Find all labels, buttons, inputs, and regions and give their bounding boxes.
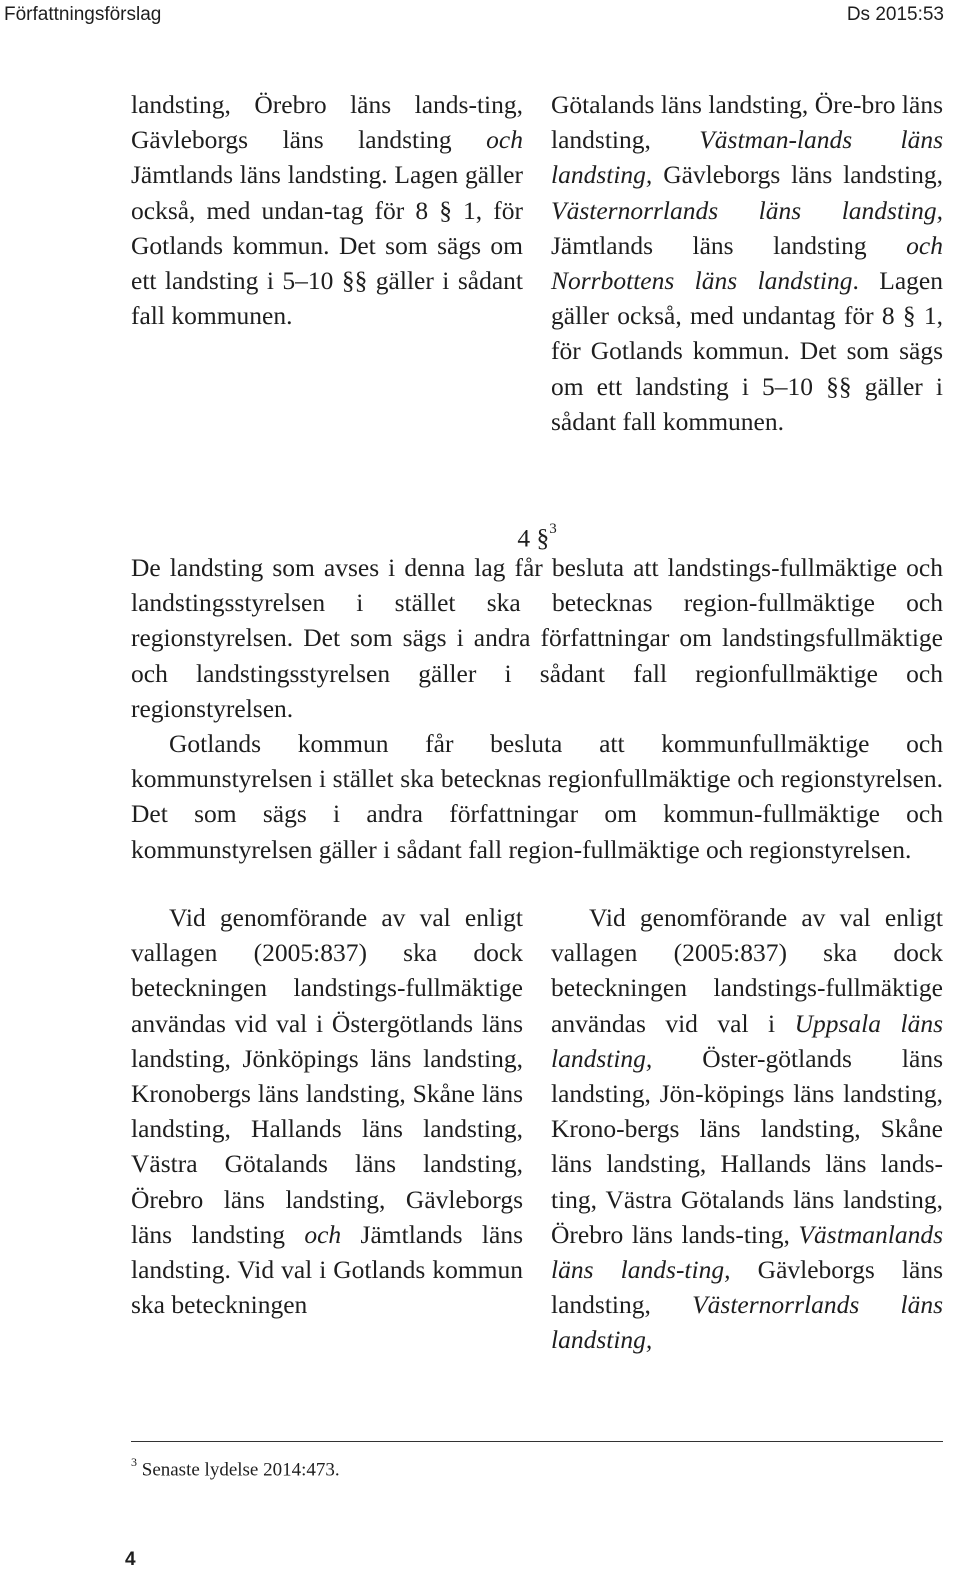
- text-run: Jämtlands läns landsting. Lagen gäller också, med undan-tag för 8 § 1, för Gotlands kommun. Det som sägs om ett landsting i 5–10 §§ gäller i sådant fall kommunen.: [131, 160, 523, 331]
- page-header: [0, 0, 960, 30]
- footnote: [131, 1452, 340, 1482]
- lower-right-column: [551, 900, 943, 1358]
- upper-left-column: [131, 87, 523, 333]
- text-run: Gävleborgs läns landsting,: [551, 1255, 943, 1320]
- text-run: Götalands läns landsting, Öre-bro läns landsting,: [551, 90, 943, 155]
- text-run: . Lagen gäller också, med undantag för 8 § 1, för Gotlands kommun. Det som sägs om ett landsting i 5–10 §§ gäller i sådant fall kommunen.: [551, 266, 944, 436]
- upper-right-paragraph: [551, 87, 943, 439]
- paragraph-first: De landsting som avses i denna lag får besluta att landstings-fullmäktige och landstingsstyrelsen i stället ska betecknas region-fullmäktige och regionstyrelsen. Det som sägs i andra författningar om landstingsfullmäktige och landstingsstyrelsen gäller i sådant fall regionfullmäktige och regionstyrelsen.: [131, 553, 943, 723]
- italic-text-run: Västmanlands läns lands-ting,: [551, 1219, 943, 1285]
- lower-right-paragraph: [551, 900, 943, 1358]
- italic-text-run: och Norrbottens läns landsting: [551, 230, 943, 296]
- page-number: 4: [125, 1549, 136, 1570]
- italic-text-run: Västernorrlands läns landsting,: [551, 195, 943, 225]
- text-run: Vid genomförande av val enligt vallagen (2005:837) ska dock beteckningen landstings-fullmäktige användas vid val i: [551, 903, 943, 1038]
- italic-text-run: Västernorrlands läns landsting,: [551, 1290, 943, 1355]
- text-run: landsting, Örebro läns lands-ting, Gävleborgs läns landsting: [131, 90, 523, 155]
- footnote-text: Senaste lydelse 2014:473.: [141, 1459, 340, 1481]
- upper-left-paragraph: [131, 87, 523, 333]
- full-width-text: [131, 550, 943, 867]
- italic-text-run: Uppsala läns landsting,: [551, 1008, 943, 1073]
- footnote-marker: 3: [131, 1455, 137, 1469]
- italic-text-run: och: [486, 125, 523, 155]
- italic-text-run: och: [304, 1219, 342, 1249]
- paragraph-second: Gotlands kommun får besluta att kommunfullmäktige och kommunstyrelsen i stället ska betecknas regionfullmäktige och regionstyrelsen. Det som sägs i andra författningar om kommun-fullmäktige och kommunstyrelsen gäller i sådant fall region-fullmäktige och regionstyrelsen.: [131, 729, 943, 864]
- text-run: Jämtlands läns landsting. Vid val i Gotlands kommun ska beteckningen: [131, 1219, 523, 1320]
- footnote-divider: [131, 1441, 943, 1442]
- text-run: Gävleborgs läns landsting,: [652, 160, 943, 190]
- upper-right-column: [551, 87, 943, 439]
- lower-left-paragraph: [131, 900, 523, 1322]
- footnote-reference: 3: [549, 521, 557, 537]
- lower-left-column: [131, 900, 523, 1322]
- text-run: Öster-götlands läns landsting, Jön-köpings läns landsting, Krono-bergs läns landsting, Skåne läns landsting, Hallands läns lands-ting, Västra Götalands läns landsting, Örebro läns lands-ting,: [551, 1043, 943, 1249]
- text-run: Vid genomförande av val enligt vallagen (2005:837) ska dock beteckningen landstings-fullmäktige användas vid val i Östergötlands läns landsting, Jönköpings läns landsting, Kronobergs läns landsting, Skåne läns landsting, Hallands läns landsting, Västra Götalands läns landsting, Örebro läns landsting, Gävleborgs läns landsting: [131, 903, 523, 1249]
- section-number: 4 §: [517, 523, 550, 553]
- document-type-label: Författningsförslag: [4, 4, 162, 25]
- italic-text-run: Västman-lands läns landsting,: [551, 125, 944, 190]
- document-number: Ds 2015:53: [846, 4, 944, 25]
- text-run: Jämtlands läns landsting: [551, 230, 907, 260]
